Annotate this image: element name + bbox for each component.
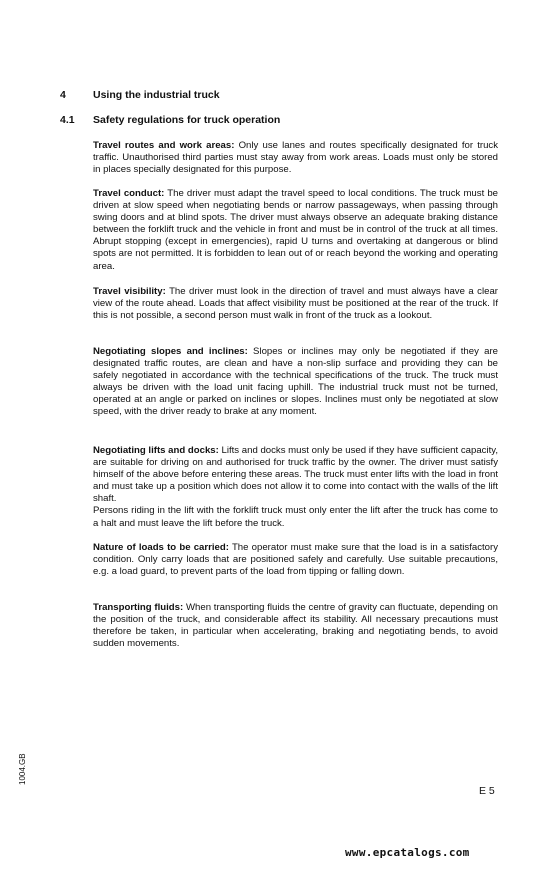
paragraph-heading: Transporting fluids: <box>93 602 184 613</box>
paragraph-lifts-docks <box>93 445 498 530</box>
paragraph-heading: Travel routes and work areas: <box>93 140 235 151</box>
paragraph-text: The driver must look in the direction of travel and must always have a clear view of the route ahead. Loads that affect visibility must be positioned at the rear of the truck. If this is not possible, a second person must walk in front of the truck as a lookout. <box>93 286 498 322</box>
paragraph-nature-of-loads <box>93 542 498 578</box>
page-number: E 5 <box>479 785 495 797</box>
paragraph-text: Only use lanes and routes specifically designated for truck traffic. Unauthorised third parties must stay away from work areas. Loads must only be stored in places specially designated for this purpose. <box>93 140 499 176</box>
paragraph-text: When transporting fluids the centre of gravity can fluctuate, depending on the position of the truck, and considerable affect its stability. All necessary precautions must therefore be taken, in particular when accelerating, braking and negotiating bends, to avoid sudden movements. <box>93 602 498 650</box>
section-title: Using the industrial truck <box>93 89 220 101</box>
paragraph-slopes-inclines <box>93 346 498 419</box>
paragraph-transporting-fluids <box>93 602 498 650</box>
paragraph-extra-text: Persons riding in the lift with the forklift truck must only enter the lift after the truck has come to a halt and must leave the lift before the truck. <box>93 505 498 529</box>
paragraph-heading: Travel visibility: <box>93 286 166 297</box>
section-number: 4 <box>60 89 66 101</box>
paragraph-heading: Nature of loads to be carried: <box>93 542 229 553</box>
subsection-title: Safety regulations for truck operation <box>93 114 281 126</box>
document-code: 1004.GB <box>18 753 27 785</box>
footer-url: www.epcatalogs.com <box>345 846 470 859</box>
paragraph-text: The driver must adapt the travel speed to local conditions. The truck must be driven at slow speed when negotiating bends or narrow passageways, when passing through swing doors and at blind spots. The driver must always observe an adequate braking distance between the forklift truck and the vehicle in front and must be in control of the truck at all times. Abrupt stopping (except in emergencies), rapid U turns and overtaking at dangerous or blind spots are not permitted. It is forbidden to lean out of or reach beyond the working and operating area. <box>93 188 498 272</box>
paragraph-travel-routes <box>93 140 498 176</box>
paragraph-text: The operator must make sure that the load is in a satisfactory condition. Only carry loads that are positioned safely and carefully. Use suitable precautions, e.g. a load guard, to prevent parts of the load from tipping or falling down. <box>93 542 498 578</box>
paragraph-heading: Negotiating slopes and inclines: <box>93 346 248 357</box>
subsection-number: 4.1 <box>60 114 75 126</box>
paragraph-travel-conduct <box>93 188 498 273</box>
paragraph-heading: Negotiating lifts and docks: <box>93 445 219 456</box>
paragraph-heading: Travel conduct: <box>93 188 165 199</box>
paragraph-text: Slopes or inclines may only be negotiated if they are designated traffic routes, are clean and have a non-slip surface and providing they can be safely negotiated in accordance with the technical specifications of the truck. The truck must always be driven with the load unit facing uphill. The industrial truck must not be turned, operated at an angle or parked on inclines or slopes. Inclines must only be negotiated at slow speed, with the driver ready to brake at any moment. <box>93 346 498 418</box>
paragraph-text: Lifts and docks must only be used if they have sufficient capacity, are suitable for driving on and authorised for truck traffic by the owner. The driver must satisfy himself of the above before entering these areas. The truck must enter lifts with the load in front and must take up a position which does not allow it to come into contact with the walls of the lift shaft. <box>93 445 498 505</box>
paragraph-travel-visibility <box>93 286 498 322</box>
